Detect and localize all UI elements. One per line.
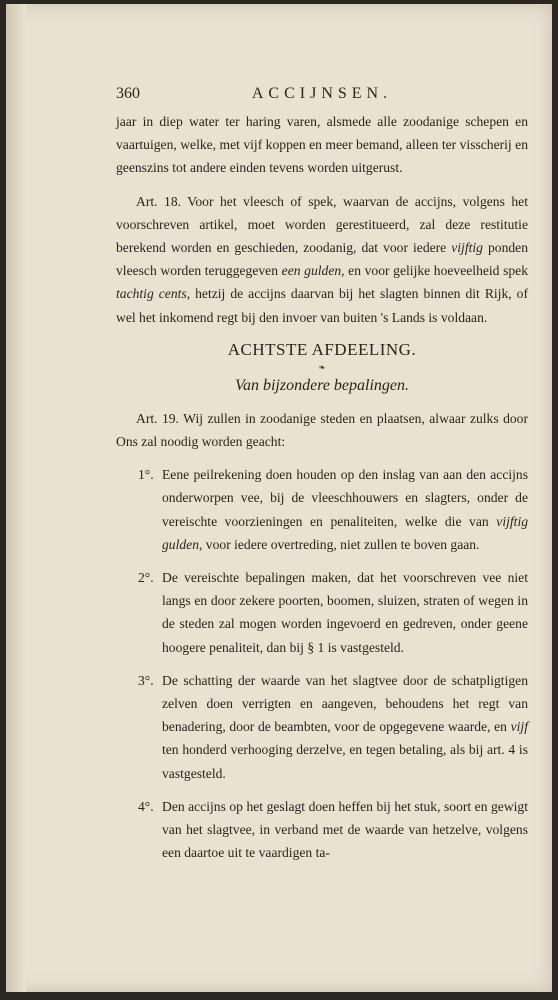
- list-item: 1°. Eene peilrekening doen houden op den inslag van aan den accijns onderworpen vee, bij de vleeschhouwers en slagters, onder de vereischte voorzieningen en penaliteiten, welke die van vijftig gulden, voor iedere overtreding, niet zullen te boven gaan.: [116, 463, 528, 556]
- list-item: 4°. Den accijns op het geslagt doen heffen bij het stuk, soort en gewigt van het slagtvee, in verband met de waarde van hetzelve, volgens een daartoe uit te vaardigen ta-: [116, 795, 528, 865]
- article-18: Art. 18. Voor het vleesch of spek, waarvan de accijns, volgens het voorschreven artikel, moet worden gerestitueerd, zal deze restitutie berekend worden en geschieden, zoodanig, dat voor iedere vijftig ponden vleesch worden teruggegeven een gulden, en voor gelijke hoeveelheid spek tachtig cents, hetzij de accijns daarvan bij het slagten binnen dit Rijk, of wel het inkomend regt bij den invoer van buiten 's Lands is voldaan.: [116, 193, 529, 325]
- item-number: 2°.: [138, 570, 154, 586]
- page-gutter: [6, 4, 26, 992]
- item-number: 1°.: [138, 467, 154, 483]
- list-item: 3°. De schatting der waarde van het slagtvee door de schatpligtigen zelven doen verrigten en aangeven, behoudens het regt van benadering, door de beambten, voor de opgegevene waarde, en vijf ten honderd verhooging derzelve, en tegen betaling, als bij art. 4 is vastgesteld.: [116, 669, 528, 785]
- section-heading: ACHTSTE AFDEELING.: [227, 339, 417, 359]
- emphasis-een-gulden: een gulden: [281, 263, 342, 279]
- item-number: 3°.: [138, 672, 154, 688]
- running-head: ACCIJNSEN.: [251, 85, 393, 102]
- item-number: 4°.: [138, 798, 154, 814]
- list-item: 2°. De vereischte bepalingen maken, dat het voorschreven vee niet langs en door zekere poorten, boomen, sluizen, straten of wegen in de steden zal mogen worden ingevoerd en gedreven, onder geene hoogere penaliteit, dan bij § 1 is vastgesteld.: [116, 566, 528, 659]
- emphasis-tachtig-cents: tachtig cents: [116, 286, 187, 302]
- book-page: [6, 4, 552, 992]
- page-header: [116, 82, 528, 108]
- article-19-intro: Art. 19. Wij zullen in zoodanige steden en plaatsen, alwaar zulks door Ons zal noodig worden geacht:: [116, 410, 528, 450]
- page-number: 360: [116, 85, 140, 102]
- page-text: [116, 82, 528, 864]
- section-ornament: ❧: [318, 362, 326, 372]
- emphasis-vijftig: vijftig: [451, 240, 483, 256]
- continuation-paragraph: jaar in diep water ter haring varen, alsmede alle zoodanige schepen en vaartuigen, welke, met vijf koppen en meer bemand, alleen ter visscherij en geenszins tot andere einden tevens worden uitgerust.: [116, 114, 528, 176]
- section-subheading: Van bijzondere bepalingen.: [234, 376, 410, 394]
